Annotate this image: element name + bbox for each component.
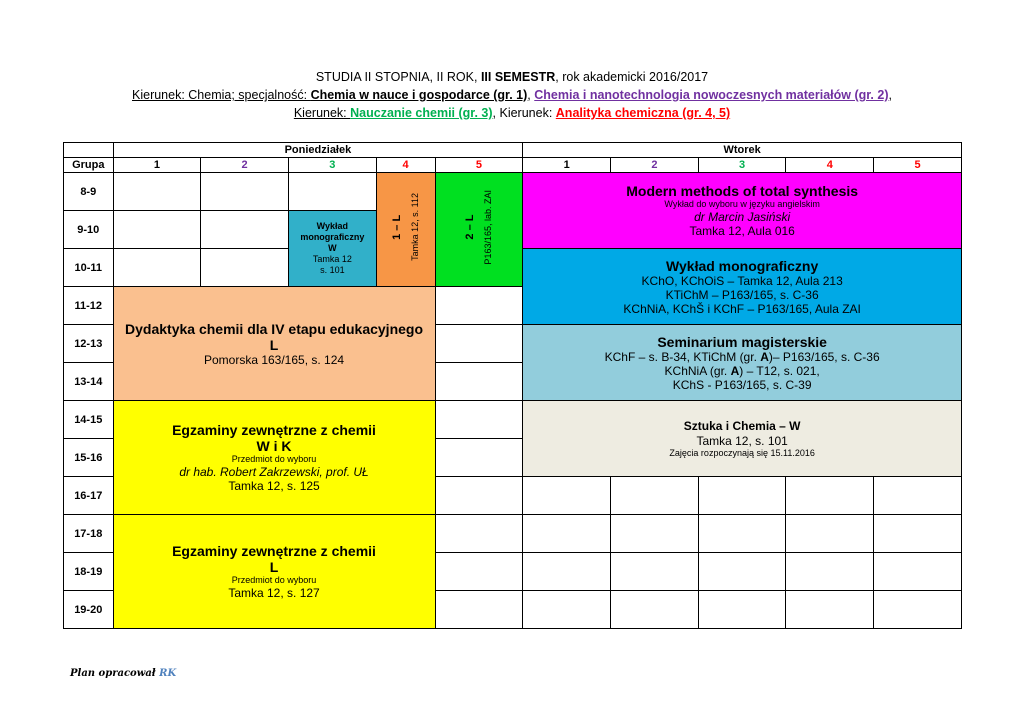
empty-cell bbox=[523, 553, 611, 591]
mon-group-2: 2 bbox=[201, 158, 289, 173]
time-slot: 12-13 bbox=[64, 325, 114, 363]
seminarium-line2 bbox=[523, 364, 961, 378]
group-label: Grupa bbox=[64, 158, 114, 173]
empty-cell bbox=[435, 401, 523, 439]
title-line-3 bbox=[0, 105, 1024, 121]
empty-cell bbox=[786, 591, 874, 629]
mon-group-3: 3 bbox=[288, 158, 376, 173]
title-line-1 bbox=[0, 69, 1024, 85]
empty-cell bbox=[435, 325, 523, 363]
wm-tue-line3: KChNiA, KChŠ i KChF – P163/165, Aula ZAI bbox=[623, 301, 861, 316]
lab-group-4-text bbox=[388, 193, 424, 261]
empty-cell bbox=[698, 553, 786, 591]
empty-cell bbox=[435, 477, 523, 515]
lab4-title: 1 – L bbox=[390, 214, 403, 240]
empty-cell bbox=[113, 249, 201, 287]
empty-cell bbox=[113, 173, 201, 211]
empty-cell bbox=[611, 591, 699, 629]
modern-lecturer: dr Marcin Jasiński bbox=[694, 210, 791, 224]
seminarium-title: Seminarium magisterskie bbox=[657, 333, 827, 350]
empty-cell bbox=[113, 211, 201, 249]
sem-l2a: KChNiA (gr. bbox=[664, 363, 731, 378]
spec-gr1: Chemia w nauce i gospodarce (gr. 1) bbox=[310, 88, 528, 102]
sem-l2c: ) – T12, s. 021, bbox=[739, 363, 820, 378]
corner-cell bbox=[64, 143, 114, 158]
direction-label: Kierunek: Chemia; specjalność: bbox=[132, 88, 311, 102]
dydaktyka-type: L bbox=[269, 336, 279, 353]
wm-mon-type: W bbox=[328, 243, 337, 253]
lab5-place: P163/165, lab. ZAI bbox=[482, 189, 493, 265]
wm-tue-title: Wykład monograficzny bbox=[666, 257, 819, 274]
lab-group-5-block bbox=[435, 173, 523, 287]
time-slot: 13-14 bbox=[64, 363, 114, 401]
egz-wk-title: Egzaminy zewnętrzne z chemii bbox=[172, 422, 376, 438]
empty-cell bbox=[523, 477, 611, 515]
sztuka-place: Tamka 12, s. 101 bbox=[696, 433, 788, 448]
group-header-row bbox=[64, 158, 962, 173]
title-line-2 bbox=[0, 87, 1024, 103]
egz-l-title: Egzaminy zewnętrzne z chemii bbox=[172, 543, 376, 559]
sem-l1a: KChF – s. B-34, KTiChM (gr. bbox=[604, 349, 761, 364]
day-tuesday: Wtorek bbox=[523, 143, 962, 158]
sem-l1b: A bbox=[760, 349, 769, 364]
time-slot: 11-12 bbox=[64, 287, 114, 325]
spec-gr3: Nauczanie chemii (gr. 3) bbox=[350, 106, 493, 120]
empty-cell bbox=[874, 591, 962, 629]
time-slot: 8-9 bbox=[64, 173, 114, 211]
empty-cell bbox=[786, 515, 874, 553]
empty-cell bbox=[786, 477, 874, 515]
tue-group-4: 4 bbox=[786, 158, 874, 173]
empty-cell bbox=[874, 515, 962, 553]
seminarium-line1 bbox=[523, 350, 961, 364]
footer-initials: RK bbox=[159, 668, 177, 679]
footer-text: Plan opracował bbox=[70, 668, 160, 679]
wm-tue-line2: KTiChM – P163/165, s. C-36 bbox=[665, 287, 819, 302]
empty-cell bbox=[698, 477, 786, 515]
lab-group-4-block bbox=[376, 173, 435, 287]
egzaminy-wk-block bbox=[113, 401, 435, 515]
egz-l-type: L bbox=[269, 559, 279, 575]
empty-cell bbox=[523, 515, 611, 553]
wyklad-mono-mon-block bbox=[288, 211, 376, 287]
title-year: , rok akademicki 2016/2017 bbox=[555, 70, 709, 84]
tue-group-5: 5 bbox=[874, 158, 962, 173]
modern-title: Modern methods of total synthesis bbox=[626, 183, 859, 199]
day-header-row bbox=[64, 143, 962, 158]
dydaktyka-place: Pomorska 163/165, s. 124 bbox=[203, 352, 345, 367]
wm-mon-title: Wykład monograficzny bbox=[300, 221, 365, 242]
time-slot: 19-20 bbox=[64, 591, 114, 629]
time-slot: 16-17 bbox=[64, 477, 114, 515]
seminarium-line3: KChS - P163/165, s. C-39 bbox=[672, 377, 812, 392]
wyklad-mono-tue-block bbox=[523, 249, 962, 325]
tue-group-3: 3 bbox=[698, 158, 786, 173]
empty-cell bbox=[874, 553, 962, 591]
time-slot: 17-18 bbox=[64, 515, 114, 553]
direction-label-3: Kierunek: bbox=[293, 106, 351, 120]
wm-tue-line1: KChO, KChOiS – Tamka 12, Aula 213 bbox=[641, 273, 843, 288]
spec-gr45: Analityka chemiczna (gr. 4, 5) bbox=[555, 106, 731, 120]
lab5-title: 2 – L bbox=[463, 214, 476, 240]
empty-cell bbox=[611, 515, 699, 553]
timetable bbox=[63, 142, 962, 629]
time-row bbox=[64, 401, 962, 439]
time-slot: 9-10 bbox=[64, 211, 114, 249]
sztuka-note: Zajęcia rozpoczynają się 15.11.2016 bbox=[669, 447, 815, 458]
seminarium-block bbox=[523, 325, 962, 401]
empty-cell bbox=[523, 591, 611, 629]
empty-cell bbox=[874, 477, 962, 515]
empty-cell bbox=[698, 591, 786, 629]
empty-cell bbox=[698, 515, 786, 553]
wm-mon-place: Tamka 12 bbox=[312, 254, 352, 264]
time-slot: 15-16 bbox=[64, 439, 114, 477]
wm-mon-room: s. 101 bbox=[320, 265, 345, 275]
time-slot: 18-19 bbox=[64, 553, 114, 591]
time-slot: 10-11 bbox=[64, 249, 114, 287]
time-row bbox=[64, 515, 962, 553]
egz-wk-lecturer: dr hab. Robert Zakrzewski, prof. UŁ bbox=[179, 465, 369, 479]
tue-group-2: 2 bbox=[611, 158, 699, 173]
lab-group-5-text bbox=[461, 190, 497, 265]
egz-l-note: Przedmiot do wyboru bbox=[231, 575, 317, 585]
tue-group-1: 1 bbox=[523, 158, 611, 173]
sep-3: , Kierunek: bbox=[492, 106, 556, 120]
spec-gr2: Chemia i nanotechnologia nowoczesnych materiałów (gr. 2) bbox=[534, 88, 889, 102]
day-monday: Poniedziałek bbox=[113, 143, 523, 158]
mon-group-5: 5 bbox=[435, 158, 523, 173]
title-semester: III SEMESTR bbox=[480, 70, 556, 84]
empty-cell bbox=[435, 287, 523, 325]
dydaktyka-title: Dydaktyka chemii dla IV etapu edukacyjnego bbox=[125, 320, 424, 337]
egz-wk-type: W i K bbox=[256, 438, 292, 454]
empty-cell bbox=[201, 211, 289, 249]
empty-cell bbox=[435, 591, 523, 629]
empty-cell bbox=[201, 173, 289, 211]
sep-2: , bbox=[888, 88, 892, 102]
empty-cell bbox=[611, 477, 699, 515]
sem-l2b: A bbox=[730, 363, 740, 378]
empty-cell bbox=[611, 553, 699, 591]
time-slot: 14-15 bbox=[64, 401, 114, 439]
mon-group-1: 1 bbox=[113, 158, 201, 173]
sep-1: , bbox=[527, 88, 535, 102]
time-row bbox=[64, 173, 962, 211]
sztuka-block bbox=[523, 401, 962, 477]
egz-wk-note: Przedmiot do wyboru bbox=[231, 454, 317, 464]
footer-signature bbox=[70, 668, 176, 679]
empty-cell bbox=[435, 553, 523, 591]
mon-group-4: 4 bbox=[376, 158, 435, 173]
egzaminy-l-block bbox=[113, 515, 435, 629]
empty-cell bbox=[786, 553, 874, 591]
modern-note: Wykład do wyboru w języku angielskim bbox=[664, 199, 820, 209]
empty-cell bbox=[435, 439, 523, 477]
empty-cell bbox=[288, 173, 376, 211]
empty-cell bbox=[435, 515, 523, 553]
empty-cell bbox=[435, 363, 523, 401]
empty-cell bbox=[201, 249, 289, 287]
egz-l-place: Tamka 12, s. 127 bbox=[228, 586, 320, 600]
dydaktyka-block bbox=[113, 287, 435, 401]
sztuka-title: Sztuka i Chemia – W bbox=[683, 418, 801, 433]
sem-l1c: )– P163/165, s. C-36 bbox=[768, 349, 880, 364]
lab4-place: Tamka 12, s. 112 bbox=[409, 193, 420, 261]
title-pre: STUDIA II STOPNIA, II ROK, bbox=[315, 70, 481, 84]
egz-wk-place: Tamka 12, s. 125 bbox=[228, 479, 320, 493]
modern-methods-block bbox=[523, 173, 962, 249]
modern-place: Tamka 12, Aula 016 bbox=[689, 224, 795, 238]
